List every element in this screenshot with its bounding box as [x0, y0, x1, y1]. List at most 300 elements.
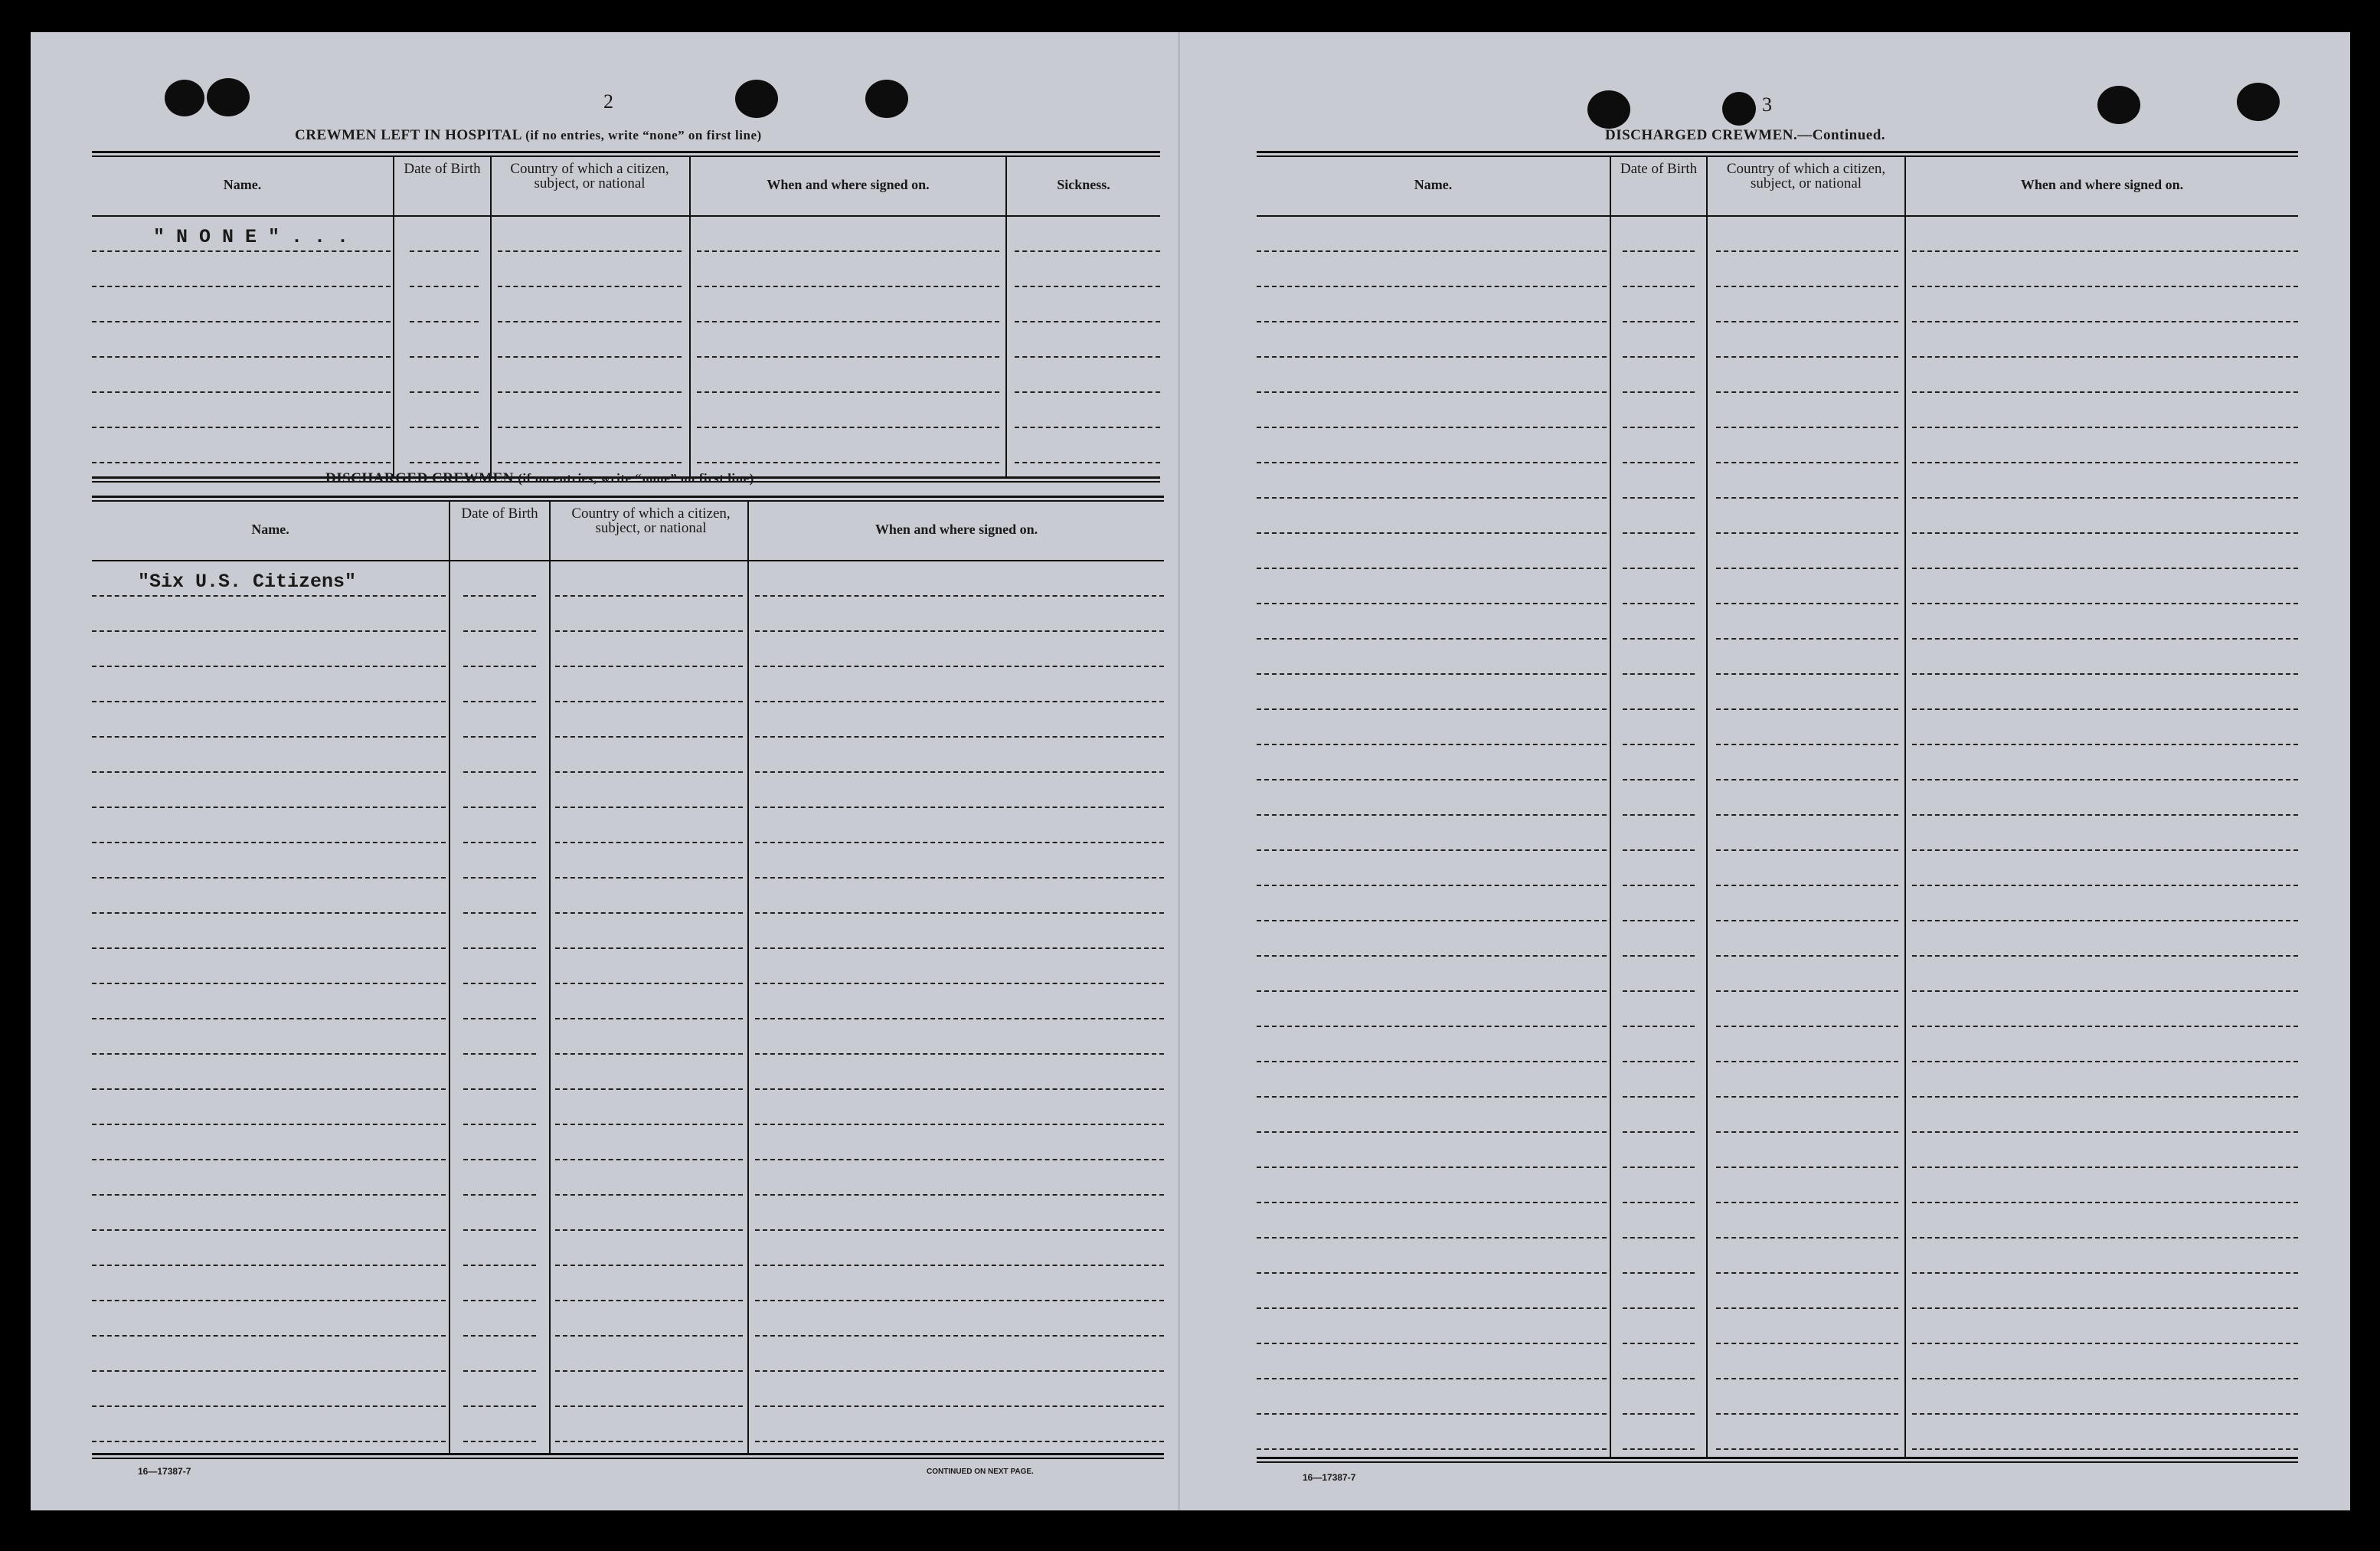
dashed-line: [463, 1300, 536, 1301]
dashed-line: [92, 666, 446, 667]
dashed-line: [498, 356, 682, 358]
dashed-line: [92, 1053, 446, 1055]
dashed-line: [1623, 1026, 1695, 1027]
dashed-line: [1912, 920, 2298, 921]
dashed-line: [1257, 532, 1607, 534]
col-dob-header: Date of Birth: [1620, 161, 1698, 177]
dashed-line: [92, 391, 391, 393]
dashed-line: [1716, 603, 1898, 604]
dashed-line: [1623, 1237, 1695, 1239]
dashed-line: [555, 1018, 743, 1019]
dashed-line: [1912, 427, 2298, 428]
dashed-line: [1257, 1061, 1607, 1062]
dashed-line: [755, 842, 1164, 843]
dashed-line: [555, 1370, 743, 1372]
dashed-line: [755, 1370, 1164, 1372]
continued-note: CONTINUED ON NEXT PAGE.: [927, 1468, 1034, 1476]
dashed-line: [1257, 990, 1607, 992]
dashed-line: [463, 1441, 536, 1442]
dashed-line: [1912, 708, 2298, 710]
dashed-line: [1912, 603, 2298, 604]
dashed-line: [755, 666, 1164, 667]
dashed-line: [1716, 779, 1898, 780]
dashed-line: [92, 1370, 446, 1372]
dashed-line: [1912, 356, 2298, 358]
dashed-line: [697, 391, 999, 393]
col-dob-header: Date of Birth: [461, 506, 538, 522]
dashed-line: [463, 1194, 536, 1196]
dashed-line: [463, 666, 536, 667]
dashed-line: [1912, 1343, 2298, 1344]
dashed-line: [1912, 849, 2298, 851]
dashed-line: [92, 595, 446, 597]
dashed-line: [1716, 708, 1898, 710]
dashed-line: [1623, 1272, 1695, 1274]
dashed-line: [1912, 1026, 2298, 1027]
dashed-line: [1257, 356, 1607, 358]
dashed-line: [92, 1405, 446, 1407]
dashed-line: [1623, 885, 1695, 886]
col-sickness-header: Sickness.: [1057, 177, 1110, 192]
dashed-line: [555, 983, 743, 984]
dashed-line: [1257, 250, 1607, 252]
dashed-line: [92, 462, 391, 463]
dashed-line: [755, 1194, 1164, 1196]
dashed-line: [92, 1335, 446, 1337]
dashed-line: [463, 595, 536, 597]
dashed-line: [1015, 427, 1160, 428]
dashed-line: [1257, 568, 1607, 569]
dashed-line: [410, 356, 479, 358]
dashed-line: [1015, 286, 1160, 287]
punch-hole: [2097, 86, 2140, 124]
dashed-line: [463, 701, 536, 702]
dashed-line: [1623, 356, 1695, 358]
dashed-line: [92, 1124, 446, 1125]
dashed-line: [463, 877, 536, 879]
dashed-line: [1257, 1096, 1607, 1098]
dashed-line: [1716, 321, 1898, 322]
dashed-line: [1623, 1343, 1695, 1344]
page-number: 3: [1762, 93, 1772, 116]
dashed-line: [1623, 1096, 1695, 1098]
punch-hole: [165, 80, 204, 116]
dashed-line: [555, 666, 743, 667]
dashed-line: [463, 1265, 536, 1266]
dashed-line: [1912, 1096, 2298, 1098]
col-country-header: Country of which a citizen, subject, or national: [510, 161, 669, 191]
dashed-line: [1716, 391, 1898, 393]
dashed-line: [755, 595, 1164, 597]
dashed-line: [755, 983, 1164, 984]
dashed-line: [92, 1018, 446, 1019]
dashed-line: [755, 1405, 1164, 1407]
dashed-line: [498, 250, 682, 252]
dashed-line: [1623, 1413, 1695, 1415]
discharged-table: [92, 496, 1164, 1461]
form-number: 16—17387-7: [138, 1466, 191, 1477]
dashed-line: [463, 842, 536, 843]
hospital-table: [92, 151, 1160, 480]
dashed-line: [1015, 391, 1160, 393]
dashed-line: [755, 1300, 1164, 1301]
dashed-line: [1716, 1096, 1898, 1098]
dashed-line: [92, 356, 391, 358]
dashed-line: [498, 462, 682, 463]
page-number: 2: [603, 90, 613, 113]
dashed-line: [92, 842, 446, 843]
dashed-line: [92, 1441, 446, 1442]
left-page: [31, 32, 1179, 1510]
dashed-line: [1257, 497, 1607, 499]
dashed-line: [1912, 885, 2298, 886]
dashed-line: [92, 1265, 446, 1266]
dashed-line: [1257, 462, 1607, 463]
dashed-line: [755, 701, 1164, 702]
dashed-line: [555, 1088, 743, 1090]
dashed-line: [1912, 1131, 2298, 1133]
dashed-line: [410, 462, 479, 463]
dashed-line: [755, 1124, 1164, 1125]
dashed-line: [92, 736, 446, 738]
punch-hole: [1587, 90, 1630, 129]
dashed-line: [755, 1265, 1164, 1266]
dashed-line: [1257, 391, 1607, 393]
dashed-line: [755, 877, 1164, 879]
dashed-line: [1257, 744, 1607, 745]
discharged-title: DISCHARGED CREWMEN: [325, 470, 514, 486]
continued-title: DISCHARGED CREWMEN.—Continued.: [1605, 127, 1886, 143]
dashed-line: [463, 630, 536, 632]
dashed-line: [1015, 321, 1160, 322]
dashed-line: [1912, 1202, 2298, 1203]
dashed-line: [1716, 1026, 1898, 1027]
dashed-line: [1623, 1448, 1695, 1450]
dashed-line: [463, 771, 536, 773]
dashed-line: [1716, 1307, 1898, 1309]
dashed-line: [1716, 1413, 1898, 1415]
dashed-line: [555, 1300, 743, 1301]
dashed-line: [1257, 286, 1607, 287]
dashed-line: [1716, 1061, 1898, 1062]
dashed-line: [1257, 1272, 1607, 1274]
dashed-line: [755, 771, 1164, 773]
dashed-line: [1912, 1237, 2298, 1239]
dashed-line: [1912, 638, 2298, 640]
dashed-line: [92, 321, 391, 322]
dashed-line: [755, 1335, 1164, 1337]
dashed-line: [555, 1124, 743, 1125]
dashed-line: [463, 1405, 536, 1407]
dashed-line: [1257, 708, 1607, 710]
hospital-title: CREWMEN LEFT IN HOSPITAL: [295, 127, 521, 143]
dashed-line: [463, 1088, 536, 1090]
dashed-line: [92, 630, 446, 632]
dashed-line: [92, 1300, 446, 1301]
dashed-line: [1257, 1413, 1607, 1415]
dashed-line: [697, 321, 999, 322]
dashed-line: [1623, 990, 1695, 992]
dashed-line: [1623, 427, 1695, 428]
dashed-line: [498, 427, 682, 428]
dashed-line: [1257, 955, 1607, 957]
dashed-line: [1912, 814, 2298, 816]
dashed-line: [697, 250, 999, 252]
dashed-line: [1623, 1378, 1695, 1379]
dashed-line: [498, 321, 682, 322]
dashed-line: [1257, 1237, 1607, 1239]
dashed-line: [1716, 638, 1898, 640]
dashed-line: [1716, 286, 1898, 287]
dashed-line: [1623, 497, 1695, 499]
dashed-line: [92, 1088, 446, 1090]
dashed-line: [555, 1229, 743, 1231]
dashed-line: [463, 947, 536, 949]
dashed-line: [1912, 779, 2298, 780]
col-dob-header: Date of Birth: [404, 161, 481, 177]
dashed-line: [1716, 1343, 1898, 1344]
dashed-line: [1623, 603, 1695, 604]
dashed-line: [463, 736, 536, 738]
discharged-continued-table: [1257, 151, 2298, 1464]
dashed-line: [1623, 321, 1695, 322]
dashed-line: [1257, 427, 1607, 428]
dashed-line: [1257, 1343, 1607, 1344]
dashed-line: [463, 807, 536, 808]
dashed-line: [1015, 250, 1160, 252]
punch-hole: [207, 78, 250, 116]
dashed-line: [92, 771, 446, 773]
dashed-line: [1623, 920, 1695, 921]
dashed-line: [755, 1441, 1164, 1442]
dashed-line: [1623, 1307, 1695, 1309]
dashed-line: [1716, 1272, 1898, 1274]
dashed-line: [555, 912, 743, 914]
dashed-line: [463, 1159, 536, 1160]
dashed-line: [555, 877, 743, 879]
dashed-line: [1716, 885, 1898, 886]
dashed-line: [1716, 356, 1898, 358]
dashed-line: [1623, 1167, 1695, 1168]
dashed-line: [1716, 1378, 1898, 1379]
dashed-line: [1257, 814, 1607, 816]
dashed-line: [1716, 532, 1898, 534]
dashed-line: [555, 630, 743, 632]
dashed-line: [1257, 1307, 1607, 1309]
dashed-line: [92, 947, 446, 949]
dashed-line: [1716, 955, 1898, 957]
dashed-line: [1257, 1448, 1607, 1450]
dashed-line: [555, 701, 743, 702]
dashed-line: [1912, 1378, 2298, 1379]
dashed-line: [1912, 1307, 2298, 1309]
punch-hole: [865, 80, 908, 118]
dashed-line: [555, 1159, 743, 1160]
dashed-line: [1257, 638, 1607, 640]
hospital-instruction: (if no entries, write “none” on first line): [525, 128, 762, 142]
dashed-line: [1257, 779, 1607, 780]
dashed-line: [92, 701, 446, 702]
col-country-header: Country of which a citizen, subject, or national: [1726, 161, 1886, 191]
dashed-line: [1716, 427, 1898, 428]
dashed-line: [555, 1053, 743, 1055]
dashed-line: [1912, 1167, 2298, 1168]
dashed-line: [1623, 708, 1695, 710]
dashed-line: [1912, 286, 2298, 287]
dashed-line: [1257, 1202, 1607, 1203]
dashed-line: [1257, 1026, 1607, 1027]
dashed-line: [1912, 955, 2298, 957]
dashed-line: [1716, 462, 1898, 463]
dashed-line: [92, 1229, 446, 1231]
dashed-line: [1912, 1413, 2298, 1415]
section-title: [295, 127, 762, 144]
dashed-line: [755, 912, 1164, 914]
dashed-line: [1623, 638, 1695, 640]
dashed-line: [1912, 532, 2298, 534]
col-signed-on-header: When and where signed on.: [875, 522, 1038, 537]
dashed-line: [1257, 321, 1607, 322]
discharged-entry: "Six U.S. Citizens": [138, 571, 357, 593]
dashed-line: [1716, 1202, 1898, 1203]
dashed-line: [410, 321, 479, 322]
dashed-line: [555, 1405, 743, 1407]
dashed-line: [1623, 391, 1695, 393]
dashed-line: [463, 1018, 536, 1019]
right-page: [1180, 32, 2350, 1510]
dashed-line: [410, 391, 479, 393]
dashed-line: [463, 1335, 536, 1337]
dashed-line: [755, 947, 1164, 949]
dashed-line: [92, 427, 391, 428]
dashed-line: [410, 250, 479, 252]
col-signed-on-header: When and where signed on.: [2020, 177, 2184, 192]
dashed-line: [1623, 779, 1695, 780]
dashed-line: [410, 286, 479, 287]
dashed-line: [755, 1018, 1164, 1019]
dashed-line: [1912, 462, 2298, 463]
dashed-line: [1623, 673, 1695, 675]
dashed-line: [1912, 321, 2298, 322]
dashed-line: [1912, 1061, 2298, 1062]
dashed-line: [697, 462, 999, 463]
dashed-line: [1257, 1131, 1607, 1133]
dashed-line: [92, 250, 391, 252]
dashed-line: [755, 630, 1164, 632]
dashed-line: [1912, 1272, 2298, 1274]
dashed-line: [1912, 673, 2298, 675]
dashed-line: [92, 1159, 446, 1160]
dashed-line: [1257, 1378, 1607, 1379]
hospital-entry: " N O N E " . . .: [153, 226, 349, 248]
dashed-line: [1716, 250, 1898, 252]
col-name-header: Name.: [223, 177, 262, 192]
dashed-line: [1912, 250, 2298, 252]
dashed-line: [1623, 462, 1695, 463]
dashed-line: [1716, 497, 1898, 499]
dashed-line: [1623, 1202, 1695, 1203]
dashed-line: [555, 1335, 743, 1337]
dashed-line: [1716, 1131, 1898, 1133]
form-number: 16—17387-7: [1303, 1472, 1356, 1483]
dashed-line: [92, 807, 446, 808]
dashed-line: [1257, 673, 1607, 675]
dashed-line: [1623, 814, 1695, 816]
dashed-line: [697, 427, 999, 428]
dashed-line: [92, 286, 391, 287]
punch-hole: [1722, 92, 1756, 126]
col-name-header: Name.: [1414, 177, 1453, 192]
dashed-line: [1716, 1167, 1898, 1168]
dashed-line: [1912, 1448, 2298, 1450]
dashed-line: [1912, 744, 2298, 745]
dashed-line: [555, 842, 743, 843]
dashed-line: [755, 1229, 1164, 1231]
punch-hole: [2237, 83, 2280, 121]
dashed-line: [1623, 955, 1695, 957]
dashed-line: [463, 1229, 536, 1231]
dashed-line: [1912, 568, 2298, 569]
dashed-line: [1623, 744, 1695, 745]
dashed-line: [463, 983, 536, 984]
dashed-line: [555, 736, 743, 738]
dashed-line: [697, 356, 999, 358]
dashed-line: [1716, 920, 1898, 921]
dashed-line: [1716, 568, 1898, 569]
dashed-line: [498, 391, 682, 393]
dashed-line: [463, 1053, 536, 1055]
dashed-line: [498, 286, 682, 287]
dashed-line: [697, 286, 999, 287]
dashed-line: [1912, 990, 2298, 992]
col-name-header: Name.: [251, 522, 289, 537]
dashed-line: [755, 807, 1164, 808]
dashed-line: [1623, 286, 1695, 287]
dashed-line: [92, 877, 446, 879]
dashed-line: [1257, 1167, 1607, 1168]
dashed-line: [1257, 849, 1607, 851]
dashed-line: [463, 1124, 536, 1125]
dashed-line: [555, 807, 743, 808]
dashed-line: [1257, 885, 1607, 886]
dashed-line: [755, 736, 1164, 738]
dashed-line: [92, 912, 446, 914]
dashed-line: [755, 1159, 1164, 1160]
dashed-line: [555, 1265, 743, 1266]
dashed-line: [410, 427, 479, 428]
col-signed-on-header: When and where signed on.: [767, 177, 930, 192]
dashed-line: [1912, 497, 2298, 499]
dashed-line: [1623, 250, 1695, 252]
dashed-line: [1623, 568, 1695, 569]
col-country-header: Country of which a citizen, subject, or national: [571, 506, 731, 536]
dashed-line: [1015, 462, 1160, 463]
dashed-line: [1716, 849, 1898, 851]
dashed-line: [463, 1370, 536, 1372]
dashed-line: [1716, 814, 1898, 816]
dashed-line: [555, 771, 743, 773]
dashed-line: [92, 1194, 446, 1196]
dashed-line: [555, 947, 743, 949]
dashed-line: [1716, 673, 1898, 675]
dashed-line: [92, 983, 446, 984]
dashed-line: [1623, 1131, 1695, 1133]
dashed-line: [1015, 356, 1160, 358]
dashed-line: [755, 1088, 1164, 1090]
dashed-line: [555, 1194, 743, 1196]
dashed-line: [555, 1441, 743, 1442]
discharged-instruction: (if no entries, write “none” on first line): [518, 471, 754, 486]
